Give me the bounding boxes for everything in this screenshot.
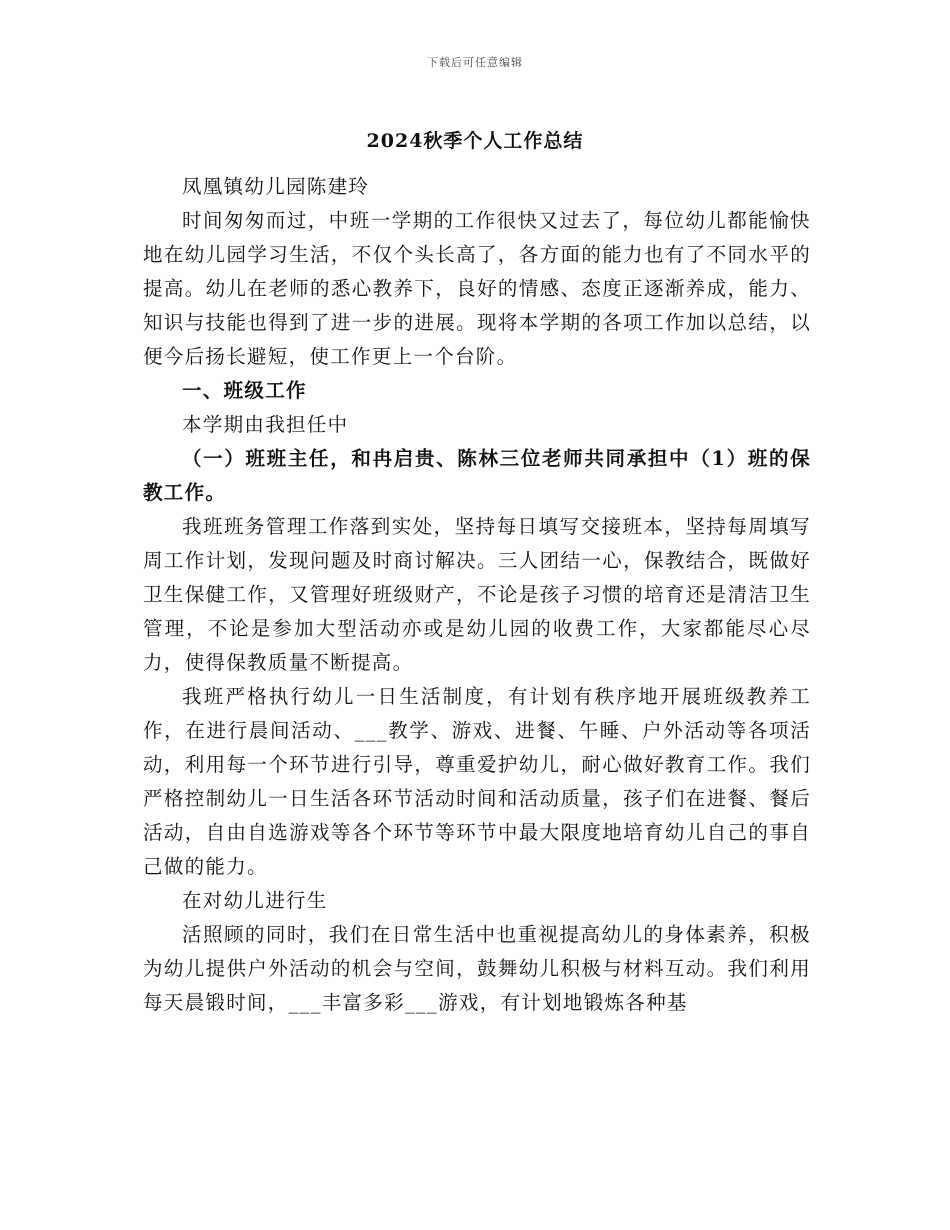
header-note: 下载后可任意编辑 bbox=[427, 56, 523, 69]
class-management-paragraph: 我班班务管理工作落到实处，坚持每日填写交接班本，坚持每周填写周工作计划，发现问题及时商讨解决。三人团结一心，保教结合，既做好卫生保健工作，又管理好班级财产，不论是孩子习惯的培育还是清洁卫生管理，不论是参加大型活动亦或是幼儿园的收费工作，大家都能尽心尽力，使得保教质量不断提高。 bbox=[143, 515, 811, 674]
intro-paragraph: 时间匆匆而过，中班一学期的工作很快又过去了，每位幼儿都能愉快地在幼儿园学习生活，不仅个头长高了，各方面的能力也有了不同水平的提高。幼儿在老师的悉心教养下，良好的情感、态度正逐渐养成，能力、知识与技能也得到了进一步的进展。现将本学期的各项工作加以总结，以便今后扬长避短，使工作更上一个台阶。 bbox=[143, 209, 811, 368]
section-heading-class-work: 一、班级工作 bbox=[182, 379, 307, 402]
author-line: 凤凰镇幼儿园陈建玲 bbox=[182, 175, 370, 198]
life-care-lead: 在对幼儿进行生 bbox=[182, 889, 328, 912]
subsection-heading-one: （一）班班主任，和冉启贵、陈林三位老师共同承担中（1）班的保教工作。 bbox=[143, 447, 811, 504]
document-title: 2024秋季个人工作总结 bbox=[366, 130, 584, 152]
physical-activity-paragraph: 活照顾的同时，我们在日常生活中也重视提高幼儿的身体素养，积极为幼儿提供户外活动的机会与空间，鼓舞幼儿积极与材料互动。我们利用每天晨锻时间，___丰富多彩___游戏，有计划地锻炼各种基 bbox=[143, 923, 811, 1014]
class-work-lead: 本学期由我担任中 bbox=[182, 413, 349, 436]
daily-routine-paragraph: 我班严格执行幼儿一日生活制度，有计划有秩序地开展班级教养工作，在进行晨间活动、___教学、游戏、进餐、午睡、户外活动等各项活动，利用每一个环节进行引导，尊重爱护幼儿，耐心做好教育工作。我们严格控制幼儿一日生活各环节活动时间和活动质量，孩子们在进餐、餐后活动，自由自选游戏等各个环节等环节中最大限度地培育幼儿自己的事自己做的能力。 bbox=[143, 685, 811, 878]
document-body bbox=[143, 170, 811, 1020]
